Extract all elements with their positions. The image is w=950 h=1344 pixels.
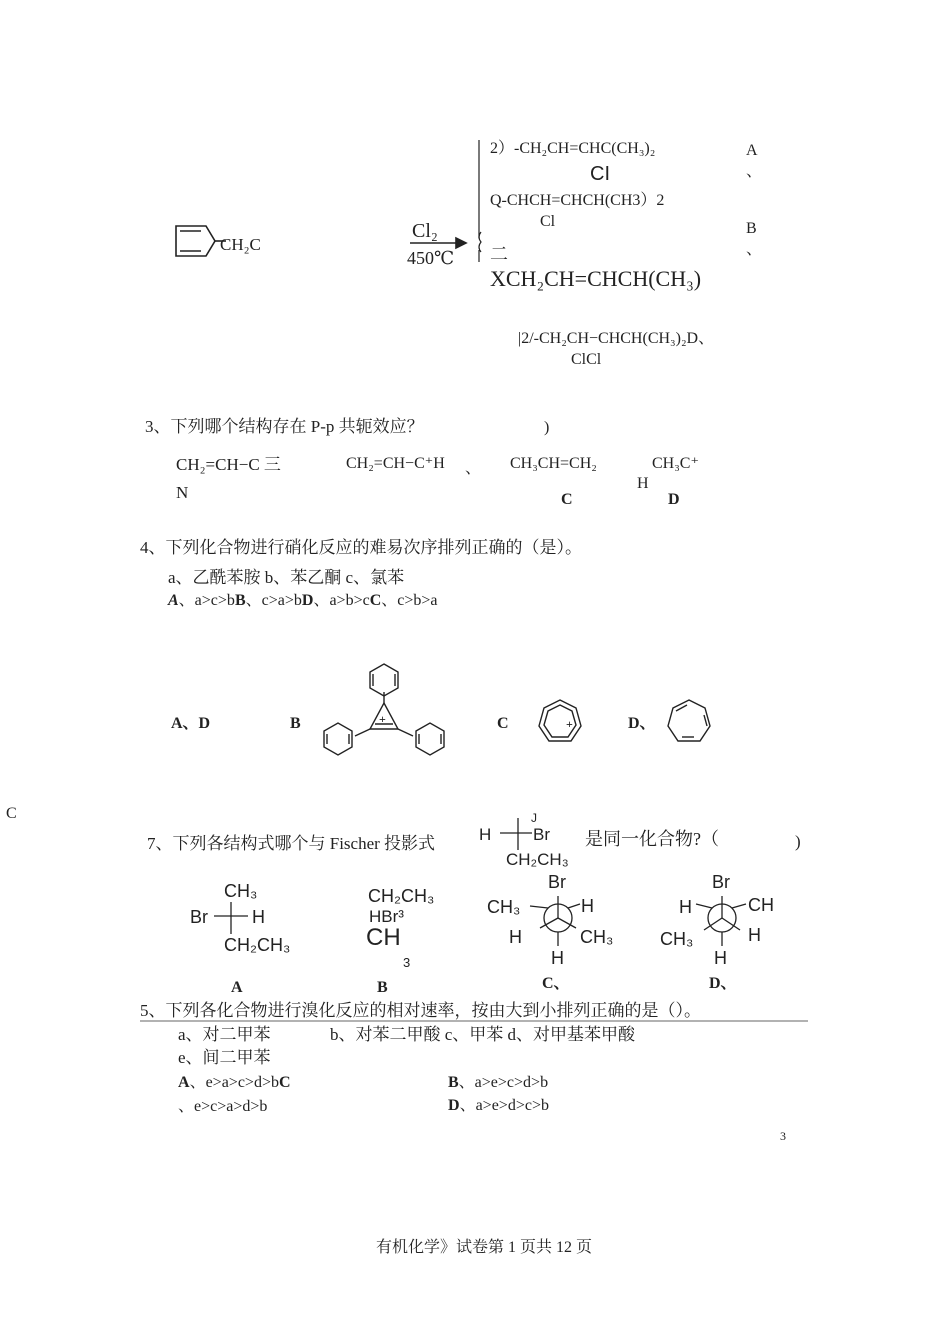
newman-d-left1: H [679,897,692,917]
fischer-bottom-group: CH₂CH₃ [506,850,569,869]
product-d-formula: |2/-CH₂CH−CHCH(CH₃)₂D、 [518,330,715,347]
option-b-top: CH₂CH₃ [368,886,435,906]
q4-answer-a-label: A [168,592,179,609]
fischer-br: Br [533,825,550,844]
q5-item-b: b、对苯二甲酸 c、甲苯 d、对甲基苯甲酸 [330,1025,636,1044]
option-mark-a: 、 [746,163,763,180]
q4-answer-c-label: C [369,592,382,609]
q4-answer-b-text: 、c>a>b [245,592,302,609]
q7-label-b: B [377,979,388,996]
arom-label-c: C [497,715,509,732]
arom-label-d: D、 [628,715,656,732]
reagent-label: Cl₂ [412,220,438,242]
option-b-middle: HBr³ [369,907,404,926]
newman-c-bottom: H [551,948,564,968]
q5-option-d-line [448,1098,549,1114]
condition-label: 450℃ [407,248,455,268]
q3-option-c: CH₃CH=CH₂ [510,455,597,472]
q5-stem: 5、下列各化合物进行溴化反应的相对速率，按由大到小排列正确的是（）。 [140,1001,701,1020]
option-b-ch: CH [366,924,401,951]
option-label-a: A [746,142,758,159]
stray-letter: C [6,805,17,822]
product-c-mark: 二 [490,244,508,264]
newman-d [696,896,746,946]
q7-label-c: C、 [542,975,570,992]
q5-option-b-text: 、a>e>c>d>b [458,1074,549,1091]
newman-c-left2: H [509,927,522,947]
q7-stem-left: 7、下列各结构式哪个与 Fischer 投影式 [147,834,436,853]
q4-answer-a-text: 、a>c>b [178,592,235,609]
option-a-h: H [252,907,265,927]
option-label-b: B [746,220,757,237]
q3-option-d-mark: H [637,475,649,492]
q3-option-d: CH₃C⁺ [652,455,699,472]
q3-option-b: CH₂=CH−C⁺H [346,455,445,472]
product-a-formula: 2）-CH₂CH=CHC(CH₃)₂ [490,140,656,157]
option-a-bottom: CH₂CH₃ [224,935,291,955]
arom-label-b: B [290,715,301,732]
reactant-formula: CH₂C [220,235,261,254]
q7-stem-end: ) [795,832,801,851]
q5-option-a-text: 、e>a>c>d>b [189,1074,279,1091]
q5-option-b-label: B [448,1074,459,1091]
q3-option-b-mark: 、 [465,460,482,477]
q3-label-c: C [561,491,573,508]
q5-option-b-line [448,1075,548,1091]
q4-stem: 4、下列化合物进行硝化反应的难易次序排列正确的（是）。 [140,538,582,557]
newman-d-bottom: H [714,948,727,968]
q3-option-a: CH₂=CH−C 三 [176,455,281,474]
newman-d-right1: CH [748,895,774,915]
q5-item-a: a、对二甲苯 [178,1025,271,1044]
newman-c [530,896,580,946]
newman-d-right2: H [748,925,761,945]
newman-d-top: Br [712,872,730,892]
q5-option-c-label: C [278,1074,291,1091]
q7-stem-right: 是同一化合物?（ [585,829,719,849]
q3-option-a-n: N [176,483,189,502]
q5-option-d-text: 、a>e>d>c>b [459,1097,549,1114]
newman-c-left1: CH₃ [487,897,521,917]
q4-answer-d-text: 、a>b>c [313,592,370,609]
q4-items: a、乙酰苯胺 b、苯乙酮 c、氯苯 [168,568,405,587]
q5-option-a-line [178,1075,291,1091]
newman-c-top: Br [548,872,566,892]
q3-paren: ) [544,419,550,436]
q5-option-c-text: 、e>c>a>d>b [178,1098,268,1115]
q3-stem: 3、下列哪个结构存在 P-p 共轭效应？ [145,417,424,436]
page-mark: 3 [780,1129,786,1143]
q3-label-d: D [668,491,680,508]
q5-option-d-label: D [448,1097,460,1114]
tropylium-plus: + [566,717,573,731]
q7-label-d: D、 [709,975,737,992]
q4-answer-b-label: B [234,592,246,609]
product-d-substituent: ClCl [571,351,602,368]
fischer-h: H [479,825,492,844]
q4-answer-c-text: 、c>b>a [381,592,438,609]
newman-c-right2: CH₃ [580,927,614,947]
newman-c-right1: H [581,896,594,916]
arom-label-ad: A、D [171,715,211,732]
fischer-top-group: J [531,811,537,825]
option-a-top: CH₃ [224,881,258,901]
q5-item-e: e、间二甲苯 [178,1048,271,1067]
option-mark-b: 、 [746,241,763,258]
product-c-formula: XCH₂CH=CHCH(CH₃) [490,266,702,291]
option-a-br: Br [190,907,208,927]
option-b-subscript: 3 [403,955,411,970]
newman-d-left2: CH₃ [660,929,694,949]
q4-answer-d-label: D [301,592,314,609]
page-footer: 有机化学》试卷第 1 页共 12 页 [376,1239,593,1256]
q7-label-a: A [231,979,243,996]
product-a-substituent: CI [590,163,610,185]
cyclopropenyl-plus: + [379,712,386,726]
q5-option-a-label: A [178,1074,190,1091]
product-b-formula: Q-CHCH=CHCH(CH3）2 [490,192,665,209]
product-b-substituent: Cl [540,213,556,230]
